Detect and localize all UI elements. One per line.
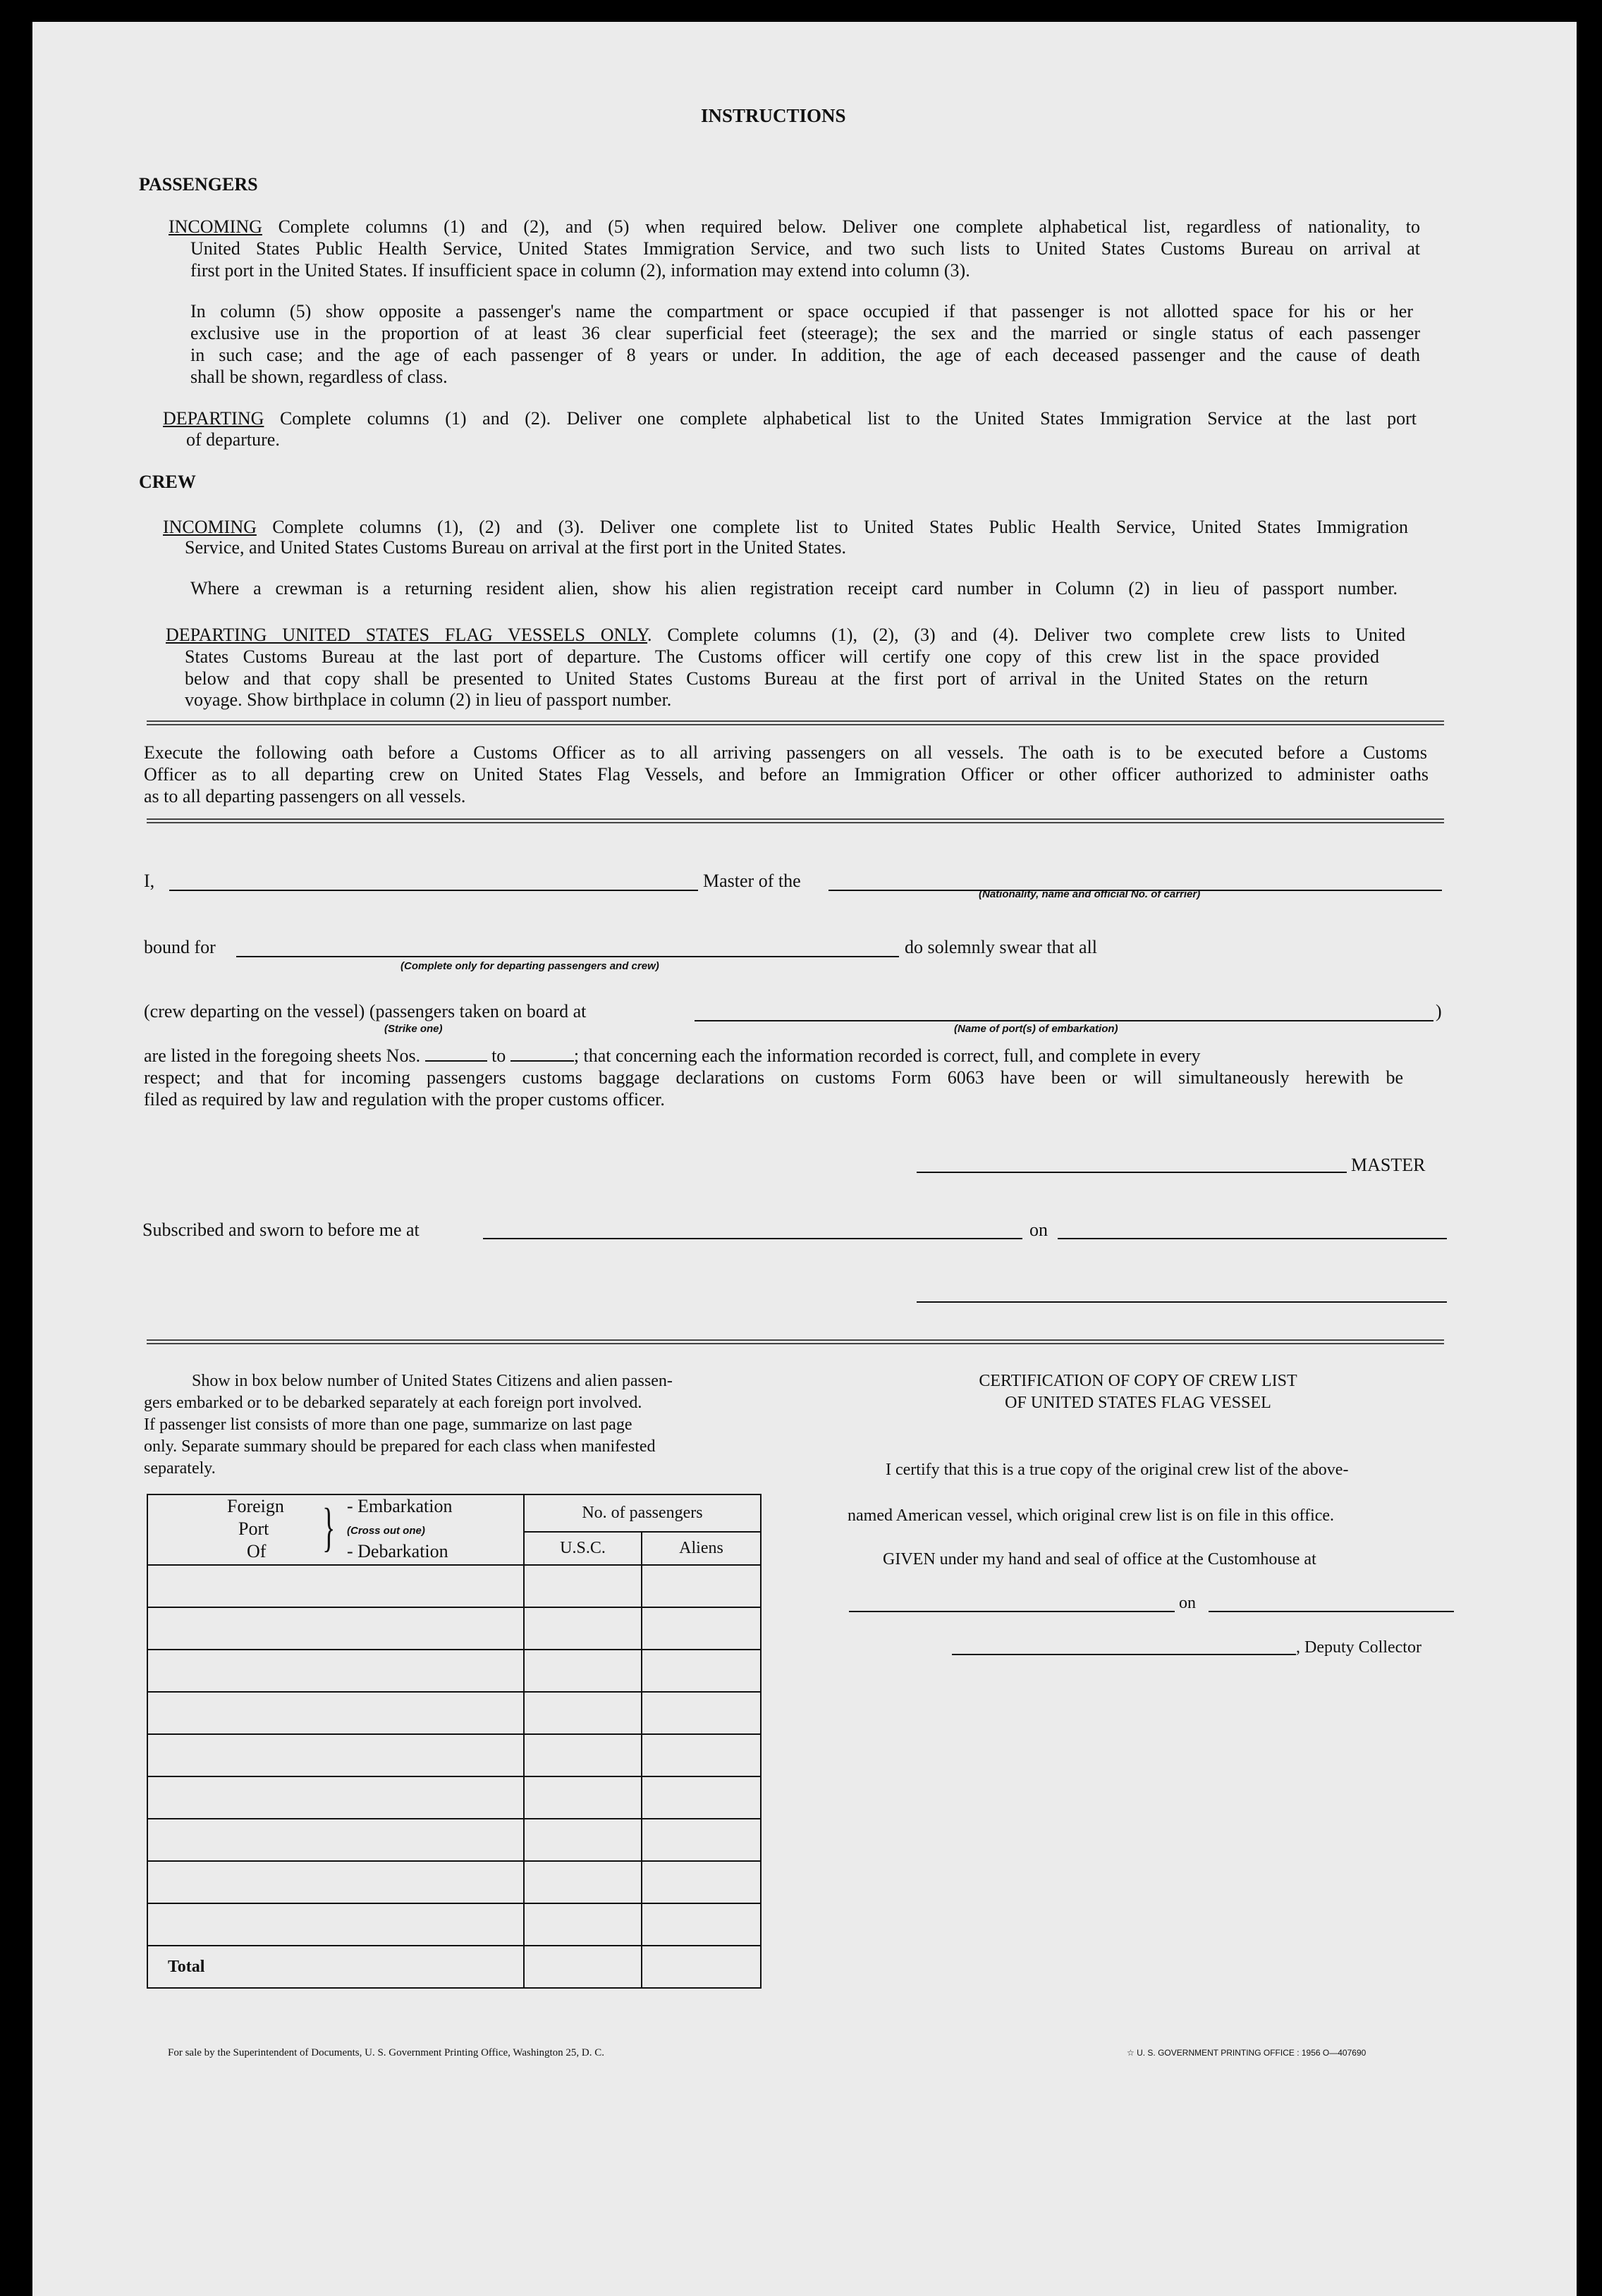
passengers-departing-line: [163, 407, 1417, 430]
sheet-from-field[interactable]: [425, 1060, 487, 1062]
usc-cell[interactable]: [524, 1819, 642, 1861]
footer-sale-note: For sale by the Superintendent of Documents, U. S. Government Printing Office, Washington 25, D. C.: [168, 2047, 604, 2058]
footer-gpo-note: ☆ U. S. GOVERNMENT PRINTING OFFICE : 1956 O—407690: [1127, 2048, 1366, 2058]
strike-text: (crew departing on the vessel) (passengers taken on board at: [144, 1001, 587, 1021]
table-row: [147, 1607, 761, 1650]
passengers-incoming-line: [169, 216, 1420, 238]
col5-line: In column (5) show opposite a passenger's name the compartment or space occupied if that passenger is not allotted space for his or her: [190, 301, 1413, 321]
incoming-label: INCOMING: [163, 517, 257, 537]
certify-line: I certify that this is a true copy of the original crew list of the above-: [886, 1461, 1349, 1479]
aliens-cell[interactable]: [642, 1861, 761, 1903]
sworn-place-field[interactable]: [483, 1238, 1022, 1239]
subscribed-label: Subscribed and sworn to before me at: [142, 1220, 420, 1240]
table-row: [147, 1692, 761, 1734]
total-row: [147, 1946, 761, 1988]
crew-departing-line: voyage. Show birthplace in column (2) in lieu of passport number.: [185, 689, 672, 710]
master-signature-field[interactable]: [917, 1172, 1347, 1173]
sheet-to-field[interactable]: [510, 1060, 574, 1062]
passengers-incoming-line: first port in the United States. If insufficient space in column (2), information may extend into column (3).: [190, 260, 970, 281]
summary-line: If passenger list consists of more than one page, summarize on last page: [144, 1416, 632, 1434]
embarkation-port-field[interactable]: [695, 1020, 1433, 1021]
officer-signature-field[interactable]: [917, 1301, 1447, 1303]
cross-out-caption: (Cross out one): [347, 1525, 425, 1537]
master-of-label: Master of the: [703, 871, 801, 891]
cert-on-label: on: [1179, 1594, 1196, 1612]
text: Complete columns (1) and (2). Deliver one complete alphabetical list to the United States Immigration Service at the last port: [279, 408, 1417, 429]
passengers-heading: PASSENGERS: [139, 174, 258, 195]
col5-line: exclusive use in the proportion of at least 36 clear superficial feet (steerage); the sex and the married or single status of each passenger: [190, 323, 1420, 343]
divider: [147, 818, 1444, 823]
port-cell[interactable]: [147, 1819, 524, 1861]
bound-for-label: bound for: [144, 937, 216, 957]
page-title: INSTRUCTIONS: [701, 105, 846, 126]
crew-incoming-line: Service, and United States Customs Bureau on arrival at the first port in the United States.: [185, 537, 846, 558]
table-row: [147, 1903, 761, 1946]
strike-caption: (Strike one): [384, 1023, 443, 1035]
port-cell[interactable]: [147, 1692, 524, 1734]
departing-label: DEPARTING: [163, 408, 264, 429]
oath-line: Officer as to all departing crew on United States Flag Vessels, and before an Immigration Officer or other officer authorized to administer oaths: [144, 764, 1429, 785]
text: to: [491, 1045, 506, 1066]
text: are listed in the foregoing sheets Nos.: [144, 1045, 421, 1066]
aliens-cell[interactable]: [642, 1692, 761, 1734]
aliens-cell[interactable]: [642, 1734, 761, 1776]
table-row: [147, 1565, 761, 1607]
crew-departing-line: [166, 624, 1405, 646]
oath-line: as to all departing passengers on all vessels.: [144, 786, 466, 806]
port-cell[interactable]: [147, 1734, 524, 1776]
certify-line: named American vessel, which original crew list is on file in this office.: [848, 1506, 1335, 1525]
crew-incoming-line: [163, 516, 1408, 539]
table-row: [147, 1650, 761, 1692]
usc-cell[interactable]: [524, 1565, 642, 1607]
passengers-departing-line: of departure.: [186, 429, 280, 450]
aliens-cell[interactable]: [642, 1565, 761, 1607]
sworn-date-field[interactable]: [1058, 1238, 1447, 1239]
port-cell[interactable]: [147, 1903, 524, 1946]
text: Complete columns (1), (2) and (3). Deliver one complete list to United States Public Health Service, United States Immigration: [272, 517, 1408, 537]
embarkation-label: - Embarkation: [347, 1496, 453, 1516]
usc-cell[interactable]: [524, 1903, 642, 1946]
oath-line: Execute the following oath before a Customs Officer as to all arriving passengers on all vessels. The oath is to be executed before a Customs: [144, 742, 1427, 763]
usc-total-cell[interactable]: [524, 1946, 642, 1988]
departing-flag-label: DEPARTING UNITED STATES FLAG VESSELS ONLY: [166, 625, 648, 645]
table-row: [147, 1819, 761, 1861]
i-label: I,: [144, 871, 155, 891]
no-passengers-header: No. of passengers: [524, 1494, 761, 1532]
port-label: Port: [238, 1518, 269, 1539]
table-row: [147, 1734, 761, 1776]
port-cell[interactable]: [147, 1565, 524, 1607]
summary-line: gers embarked or to be debarked separately at each foreign port involved.: [144, 1394, 642, 1412]
passenger-summary-table: [147, 1494, 762, 1989]
usc-header: U.S.C.: [524, 1532, 642, 1565]
debarkation-label: - Debarkation: [347, 1541, 448, 1561]
usc-cell[interactable]: [524, 1861, 642, 1903]
port-cell[interactable]: [147, 1607, 524, 1650]
text: ; that concerning each the information recorded is correct, full, and complete in every: [573, 1045, 1201, 1066]
aliens-cell[interactable]: [642, 1903, 761, 1946]
summary-line: only. Separate summary should be prepared for each class when manifested: [144, 1437, 656, 1456]
swear-text: do solemnly swear that all: [905, 937, 1097, 957]
port-caption: (Name of port(s) of embarkation): [954, 1023, 1118, 1035]
table-row: [147, 1776, 761, 1819]
bound-for-caption: (Complete only for departing passengers and crew): [400, 960, 659, 972]
close-paren: ): [1436, 1001, 1442, 1021]
col5-line: in such case; and the age of each passenger of 8 years or under. In addition, the age of each deceased passenger and the cause of death: [190, 345, 1420, 365]
text: . Complete columns (1), (2), (3) and (4). Deliver two complete crew lists to United: [647, 625, 1405, 645]
port-cell[interactable]: [147, 1861, 524, 1903]
crew-heading: CREW: [139, 472, 196, 492]
col5-line: shall be shown, regardless of class.: [190, 367, 448, 387]
customhouse-field[interactable]: [849, 1611, 1175, 1612]
aliens-cell[interactable]: [642, 1776, 761, 1819]
table-row: [147, 1861, 761, 1903]
certification-subtitle: OF UNITED STATES FLAG VESSEL: [1005, 1394, 1271, 1412]
aliens-total-cell[interactable]: [642, 1946, 761, 1988]
deputy-collector-label: , Deputy Collector: [1296, 1638, 1421, 1657]
certification-title: CERTIFICATION OF COPY OF CREW LIST: [979, 1372, 1297, 1390]
certify-line: GIVEN under my hand and seal of office at the Customhouse at: [883, 1550, 1316, 1568]
port-header: [147, 1494, 524, 1565]
deputy-signature-field[interactable]: [952, 1654, 1296, 1655]
aliens-cell[interactable]: [642, 1819, 761, 1861]
usc-cell[interactable]: [524, 1776, 642, 1819]
master-name-field[interactable]: [169, 890, 698, 891]
text: Complete columns (1) and (2), and (5) when required below. Deliver one complete alphabetical list, regardless of nationality, to: [278, 216, 1420, 237]
brace-icon: }: [322, 1498, 336, 1557]
usc-cell[interactable]: [524, 1650, 642, 1692]
port-cell[interactable]: [147, 1776, 524, 1819]
total-label: Total: [147, 1946, 524, 1988]
listed-line: filed as required by law and regulation with the proper customs officer.: [144, 1089, 665, 1110]
of-label: Of: [247, 1541, 267, 1561]
bound-for-field[interactable]: [236, 956, 899, 957]
on-label: on: [1029, 1220, 1048, 1240]
crew-departing-line: States Customs Bureau at the last port of departure. The Customs officer will certify one copy of this crew list in the space provided: [185, 646, 1379, 667]
summary-line: Show in box below number of United States Citizens and alien passen-: [192, 1372, 673, 1390]
cert-date-field[interactable]: [1209, 1611, 1454, 1612]
aliens-cell[interactable]: [642, 1650, 761, 1692]
crew-departing-line: below and that copy shall be presented to United States Customs Bureau at the first port of arrival in the United States on the return: [185, 668, 1368, 689]
summary-line: separately.: [144, 1459, 216, 1478]
aliens-header: Aliens: [642, 1532, 761, 1565]
usc-cell[interactable]: [524, 1734, 642, 1776]
master-label: MASTER: [1351, 1155, 1426, 1175]
usc-cell[interactable]: [524, 1607, 642, 1650]
aliens-cell[interactable]: [642, 1607, 761, 1650]
divider: [147, 1339, 1444, 1344]
divider: [147, 720, 1444, 725]
listed-line: respect; and that for incoming passengers customs baggage declarations on customs Form 6063 have been or will simultaneously herewith be: [144, 1067, 1403, 1088]
incoming-label: INCOMING: [169, 216, 262, 237]
crew-resident-line: Where a crewman is a returning resident alien, show his alien registration receipt card number in Column (2) in lieu of passport number.: [190, 578, 1398, 598]
foreign-label: Foreign: [227, 1496, 284, 1516]
usc-cell[interactable]: [524, 1692, 642, 1734]
passengers-incoming-line: United States Public Health Service, United States Immigration Service, and two such lists to United States Customs Bureau on arrival at: [190, 238, 1420, 259]
listed-text: [144, 1045, 1201, 1067]
port-cell[interactable]: [147, 1650, 524, 1692]
carrier-caption: (Nationality, name and official No. of carrier): [979, 888, 1201, 900]
